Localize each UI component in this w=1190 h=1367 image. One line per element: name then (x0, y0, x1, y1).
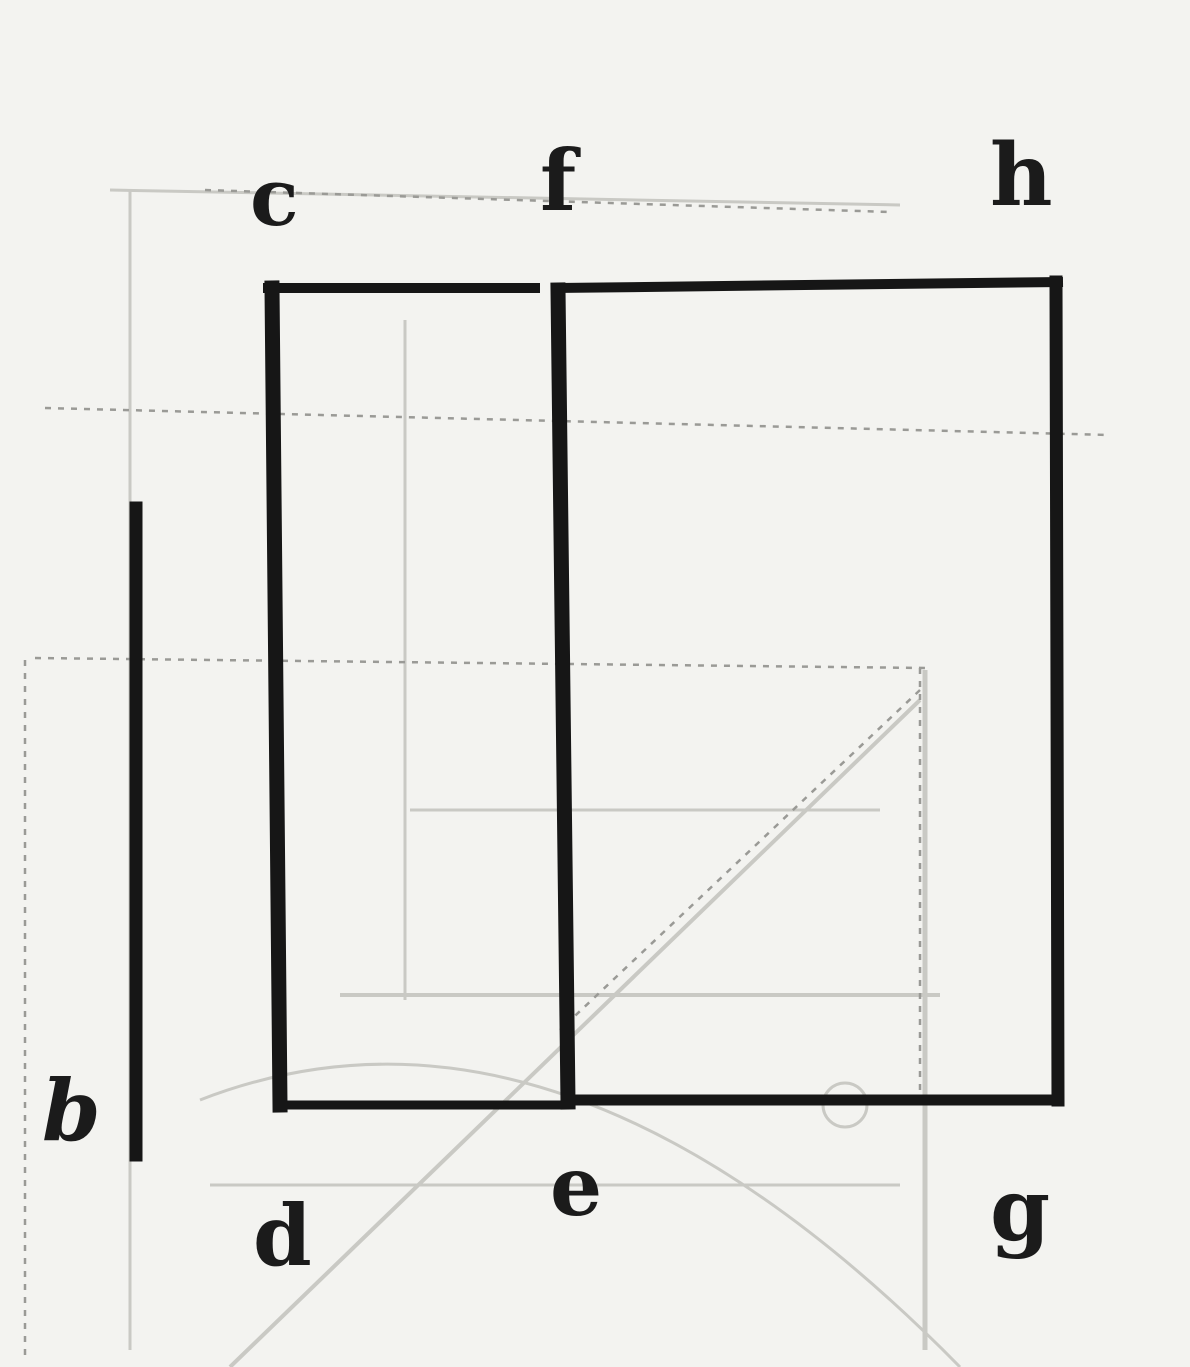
label-f: f (540, 131, 577, 230)
label-b: b (42, 1061, 101, 1160)
dotted-line-lower (35, 658, 925, 668)
label-h: h (990, 125, 1053, 226)
ghost-diagonal (230, 700, 920, 1367)
dotted-diagonal (560, 690, 920, 1030)
ghost-top-rule (110, 190, 900, 205)
show-through-marks (110, 190, 960, 1367)
label-d: d (253, 1186, 312, 1285)
edge-f-e (558, 290, 568, 1102)
label-c: c (250, 150, 299, 244)
edge-c-d (272, 288, 280, 1105)
edge-b-g (1056, 282, 1058, 1100)
edge-f-b (558, 282, 1058, 288)
point-labels (42, 125, 1053, 1285)
label-e: e (550, 1139, 603, 1235)
rectangle-cfed (268, 288, 558, 1105)
label-g: g (990, 1160, 1051, 1261)
dotted-line-h (45, 408, 1110, 435)
